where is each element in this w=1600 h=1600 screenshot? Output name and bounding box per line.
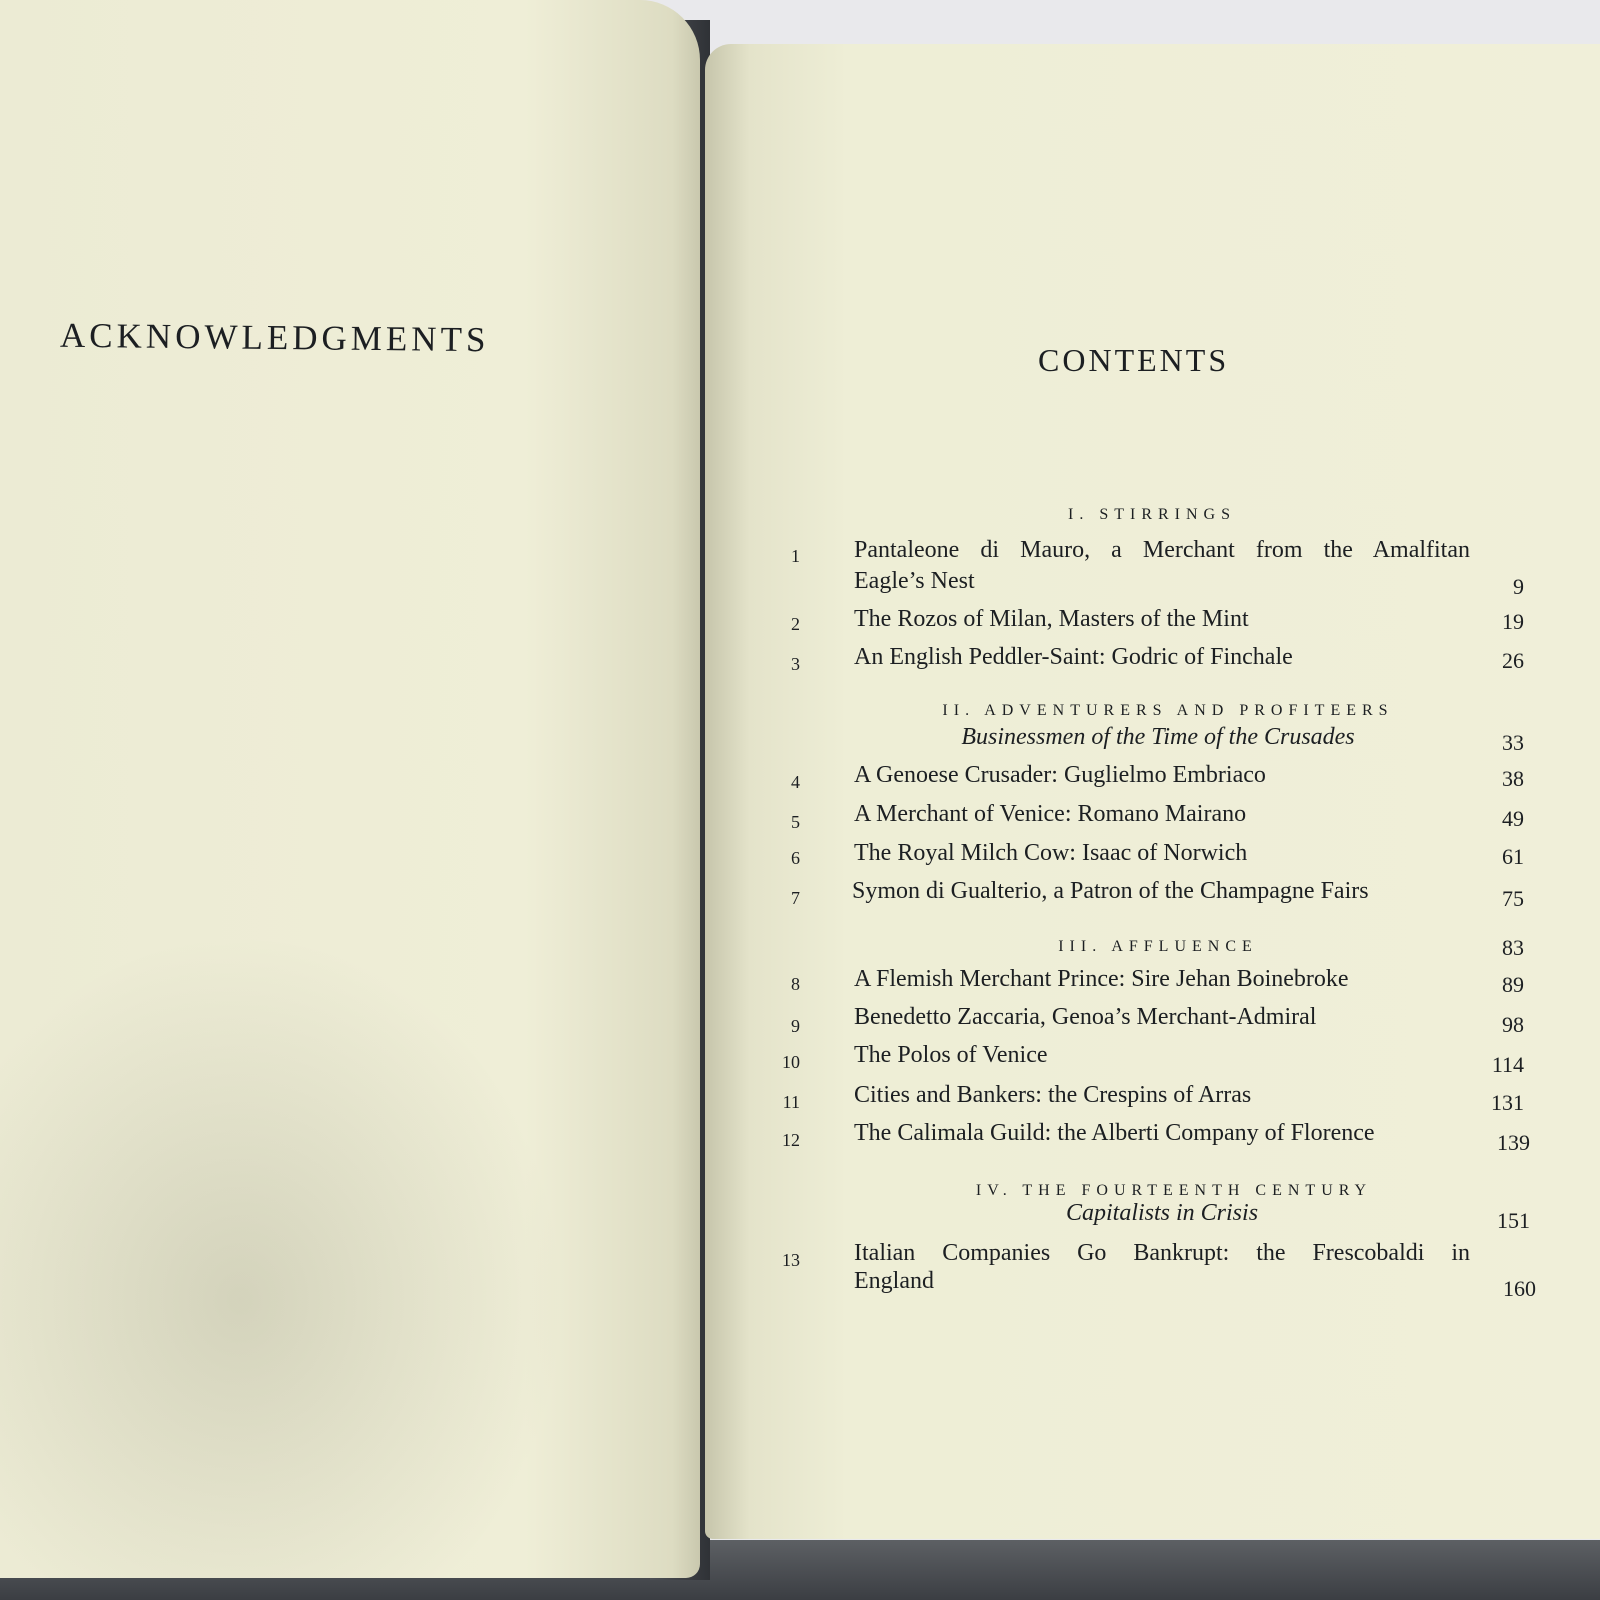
page-number: 9 xyxy=(1513,574,1524,599)
page-number: 89 xyxy=(1502,972,1524,997)
page-number: 151 xyxy=(1497,1208,1530,1233)
chapter-title[interactable]: Benedetto Zaccaria, Genoa’s Merchant-Admiral xyxy=(854,1004,1317,1030)
page-number: 98 xyxy=(1502,1012,1524,1037)
chapter-title[interactable]: The Calimala Guild: the Alberti Company of Florence xyxy=(854,1120,1375,1146)
chapter-number: 3 xyxy=(791,654,800,674)
page-number: 160 xyxy=(1503,1276,1536,1301)
chapter-title[interactable]: The Royal Milch Cow: Isaac of Norwich xyxy=(854,840,1248,866)
chapter-number: 1 xyxy=(791,546,800,566)
part-heading: IV. THE FOURTEENTH CENTURY xyxy=(975,1182,1373,1199)
page-number: 61 xyxy=(1502,844,1524,869)
chapter-number: 10 xyxy=(782,1052,800,1072)
chapter-title[interactable]: A Merchant of Venice: Romano Mairano xyxy=(854,801,1247,827)
part-heading: I. STIRRINGS xyxy=(1067,506,1236,523)
chapter-number: 7 xyxy=(791,888,800,908)
chapter-title[interactable]: An English Peddler-Saint: Godric of Finchale xyxy=(854,644,1293,670)
part-heading: III. AFFLUENCE xyxy=(1058,938,1258,955)
chapter-title[interactable]: A Flemish Merchant Prince: Sire Jehan Boinebroke xyxy=(854,966,1349,992)
page-number: 139 xyxy=(1497,1130,1530,1155)
contents-title: CONTENTS xyxy=(1038,342,1230,378)
chapter-title[interactable]: Symon di Gualterio, a Patron of the Champagne Fairs xyxy=(852,878,1369,904)
chapter-title[interactable]: Pantaleone di Mauro, a Merchant from the Amalfitan xyxy=(854,537,1470,563)
chapter-number: 12 xyxy=(782,1130,800,1150)
chapter-title[interactable]: A Genoese Crusader: Guglielmo Embriaco xyxy=(854,762,1266,788)
page-number: 38 xyxy=(1502,766,1524,791)
page-number: 75 xyxy=(1502,886,1524,911)
page-number: 131 xyxy=(1491,1090,1524,1115)
chapter-title[interactable]: Eagle’s Nest xyxy=(854,568,975,594)
page-number: 114 xyxy=(1491,1052,1524,1077)
chapter-title[interactable]: The Polos of Venice xyxy=(854,1042,1048,1068)
page-number: 26 xyxy=(1502,648,1524,673)
chapter-number: 11 xyxy=(782,1092,800,1112)
part-subtitle: Capitalists in Crisis xyxy=(1065,1200,1259,1226)
page-number: 19 xyxy=(1502,609,1524,634)
chapter-number: 9 xyxy=(791,1016,800,1036)
acknowledgments-title: ACKNOWLEDGMENTS xyxy=(59,315,490,360)
left-page xyxy=(0,0,700,1578)
page-number: 33 xyxy=(1502,730,1524,755)
chapter-title[interactable]: Cities and Bankers: the Crespins of Arras xyxy=(854,1082,1252,1108)
chapter-number: 5 xyxy=(791,812,800,832)
chapter-title[interactable]: The Rozos of Milan, Masters of the Mint xyxy=(854,606,1249,632)
part-heading: II. ADVENTURERS AND PROFITEERS xyxy=(942,702,1394,719)
chapter-title[interactable]: Italian Companies Go Bankrupt: the Frescobaldi in xyxy=(854,1240,1470,1266)
chapter-title[interactable]: England xyxy=(854,1268,934,1294)
chapter-number: 4 xyxy=(791,772,800,792)
chapter-number: 2 xyxy=(791,614,800,634)
page-number: 49 xyxy=(1502,806,1524,831)
chapter-number: 6 xyxy=(791,848,800,868)
chapter-number: 13 xyxy=(782,1250,800,1270)
page-number: 83 xyxy=(1502,935,1524,960)
chapter-number: 8 xyxy=(791,974,800,994)
part-subtitle: Businessmen of the Time of the Crusades xyxy=(961,724,1355,750)
